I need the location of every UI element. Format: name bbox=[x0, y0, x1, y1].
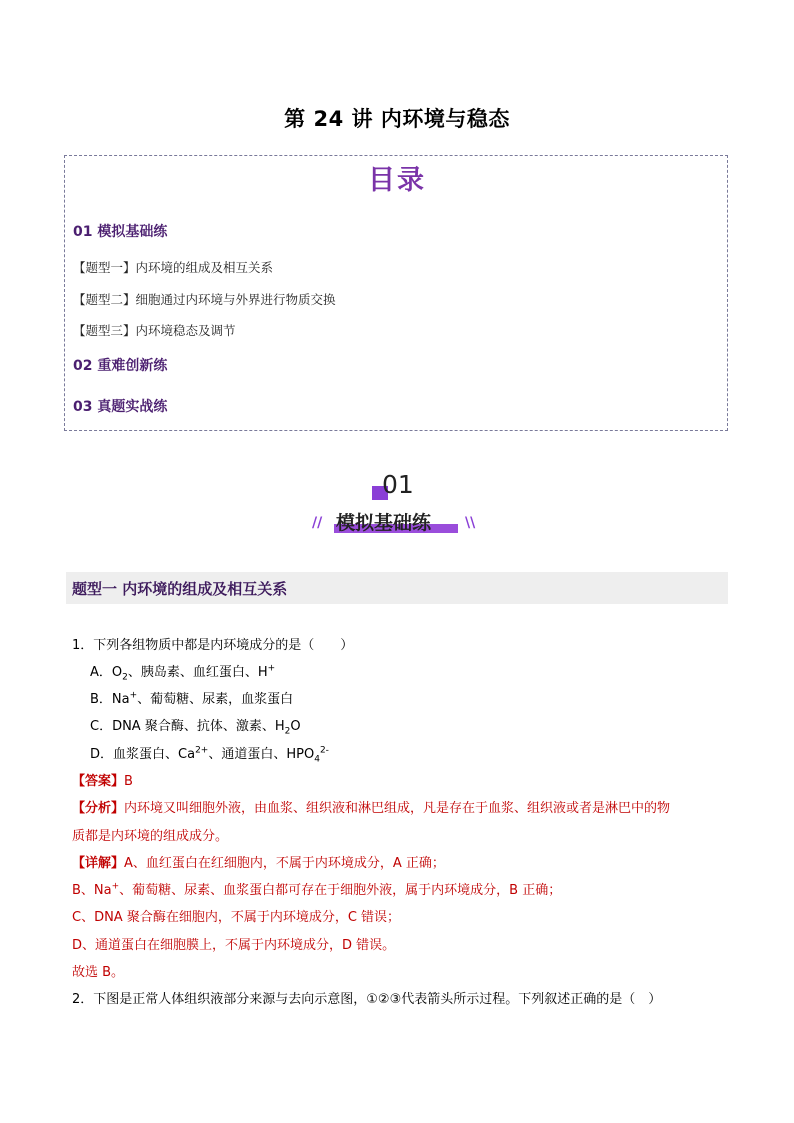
detail-line-3: C、DNA 聚合酶在细胞内，不属于内环境成分，C 错误； bbox=[72, 910, 401, 925]
question-1-option-b: B．Na+、葡萄糖、尿素，血浆蛋白 bbox=[90, 690, 294, 707]
question-1-option-c: C．DNA 聚合酶、抗体、激素、$H_2O$ bbox=[90, 719, 301, 737]
question-1-stem: 1．下列各组物质中都是内环境成分的是（ ） bbox=[72, 638, 354, 653]
question-2-stem: 2．下图是正常人体组织液部分来源与去向示意图，①②③代表箭头所示过程。下列叙述正确的是（ ） bbox=[72, 992, 662, 1007]
answer-tag: 【答案】 bbox=[72, 774, 125, 789]
toc-section-1[interactable]: 01 模拟基础练 bbox=[73, 224, 168, 240]
section-title: 模拟基础练 bbox=[336, 512, 432, 534]
section-deco-left: // bbox=[312, 515, 323, 531]
question-1-option-a: A．$O_2$、胰岛素、血红蛋白、H+ bbox=[90, 663, 276, 683]
section-deco-right: \\ bbox=[465, 515, 476, 531]
answer-line bbox=[72, 770, 133, 789]
page-title: 第 24 讲 内环境与稳态 bbox=[284, 107, 510, 131]
toc-section-2[interactable]: 02 重难创新练 bbox=[73, 358, 168, 374]
detail-line-2: B、Na+、葡萄糖、尿素、血浆蛋白都可存在于细胞外液，属于内环境成分，B 正确； bbox=[72, 881, 562, 898]
toc-item-type-1[interactable]: 【题型一】内环境的组成及相互关系 bbox=[73, 260, 274, 275]
question-1-option-d: D．血浆蛋白、$Ca^{2+}$、通道蛋白、$HPO_4^{2-}$ bbox=[90, 745, 329, 765]
detail-line-4: D、通道蛋白在细胞膜上，不属于内环境成分，D 错误。 bbox=[72, 938, 396, 953]
detail-tag: 【详解】 bbox=[72, 856, 125, 871]
toc-heading: 目录 bbox=[368, 165, 426, 196]
toc-item-type-3[interactable]: 【题型三】内环境稳态及调节 bbox=[73, 323, 236, 338]
detail-line-1: 【详解】A、血红蛋白在红细胞内，不属于内环境成分，A 正确； bbox=[72, 856, 445, 871]
toc-section-3[interactable]: 03 真题实战练 bbox=[73, 399, 168, 415]
question-type-heading: 题型一 内环境的组成及相互关系 bbox=[66, 572, 728, 604]
conclusion-line: 故选 B。 bbox=[72, 965, 125, 980]
answer-value: B bbox=[124, 774, 133, 789]
analysis-tag: 【分析】 bbox=[72, 801, 125, 816]
section-number: 01 bbox=[382, 470, 414, 499]
analysis-line-1: 【分析】内环境又叫细胞外液，由血浆、组织液和淋巴组成，凡是存在于血浆、组织液或者是淋巴中的物 bbox=[72, 801, 671, 816]
toc-item-type-2[interactable]: 【题型二】细胞通过内环境与外界进行物质交换 bbox=[73, 292, 336, 307]
analysis-line-2: 质都是内环境的组成成分。 bbox=[72, 829, 229, 844]
